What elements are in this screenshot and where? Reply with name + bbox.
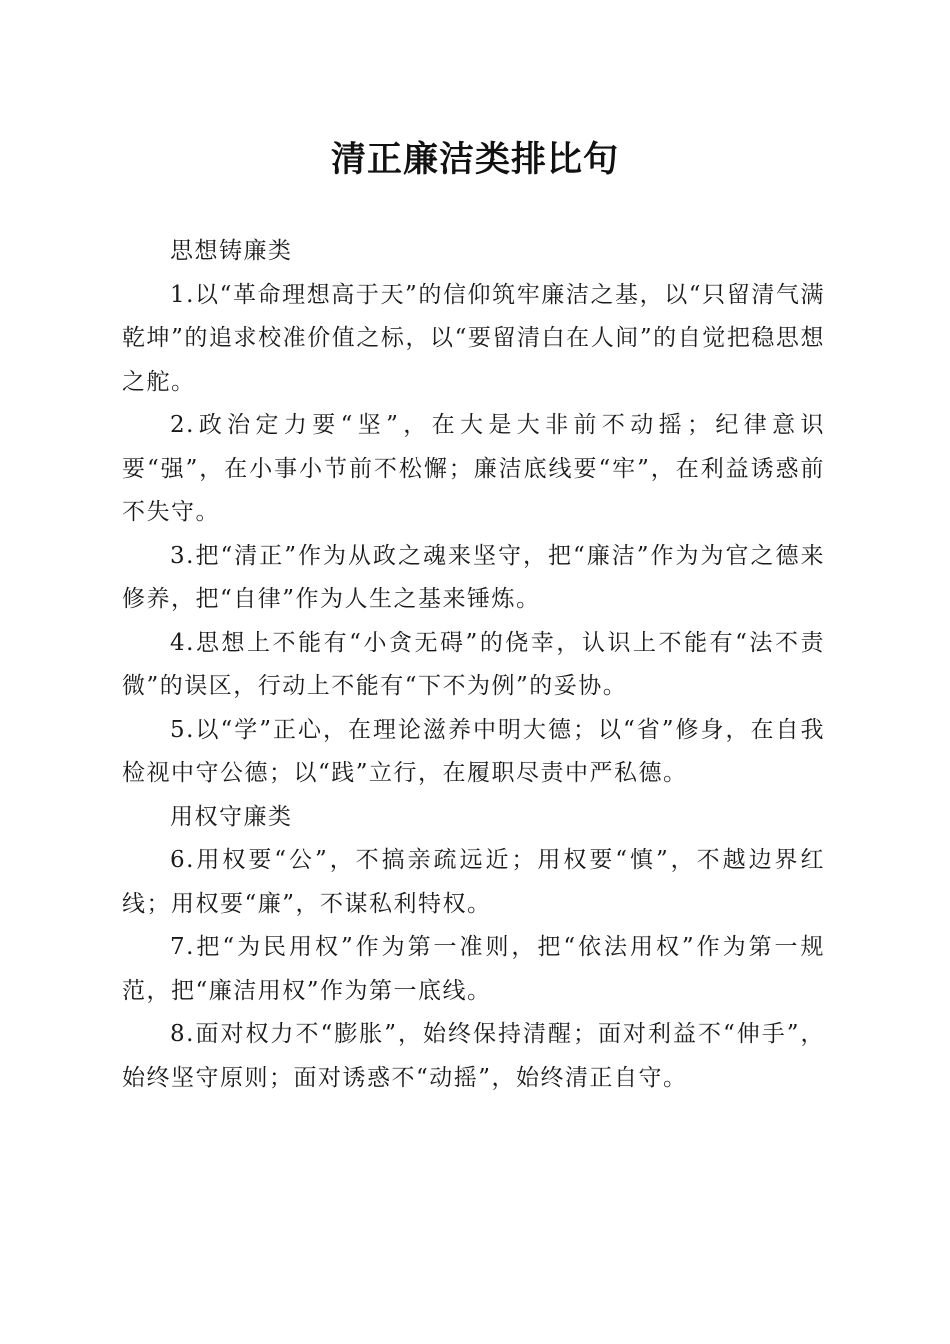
list-item: 6.用权要“公”，不搞亲疏远近；用权要“慎”，不越边界红线；用权要“廉”，不谋私利特权。 [122, 847, 825, 917]
document-title: 清正廉洁类排比句 [330, 139, 619, 180]
section-heading: 用权守廉类 [170, 803, 293, 830]
section-heading: 思想铸廉类 [170, 238, 293, 264]
list-item: 8.面对权力不“膨胀”，始终保持清醒；面对利益不“伸手”，始终坚守原则；面对诱惑不“动摇”，始终清正自守。 [122, 1021, 825, 1091]
list-item: 1.以“革命理想高于天”的信仰筑牢廉洁之基，以“只留清气满乾坤”的追求校准价值之标，以“要留清白在人间”的自觉把稳思想之舵。 [122, 281, 825, 395]
list-item: 2.政治定力要“坚”，在大是大非前不动摇；纪律意识要“强”，在小事小节前不松懈；廉洁底线要“牢”，在利益诱惑前不失守。 [122, 412, 825, 525]
list-item: 7.把“为民用权”作为第一准则，把“依法用权”作为第一规范，把“廉洁用权”作为第一底线。 [122, 934, 825, 1004]
list-item: 5.以“学”正心，在理论滋养中明大德；以“省”修身，在自我检视中守公德；以“践”立行，在履职尽责中严私德。 [122, 716, 825, 786]
document-body [122, 230, 825, 1100]
list-item: 4.思想上不能有“小贪无碍”的侥幸，认识上不能有“法不责微”的误区，行动上不能有“下不为例”的妥协。 [122, 629, 825, 699]
list-item: 3.把“清正”作为从政之魂来坚守，把“廉洁”作为为官之德来修养，把“自律”作为人生之基来锤炼。 [122, 542, 825, 612]
